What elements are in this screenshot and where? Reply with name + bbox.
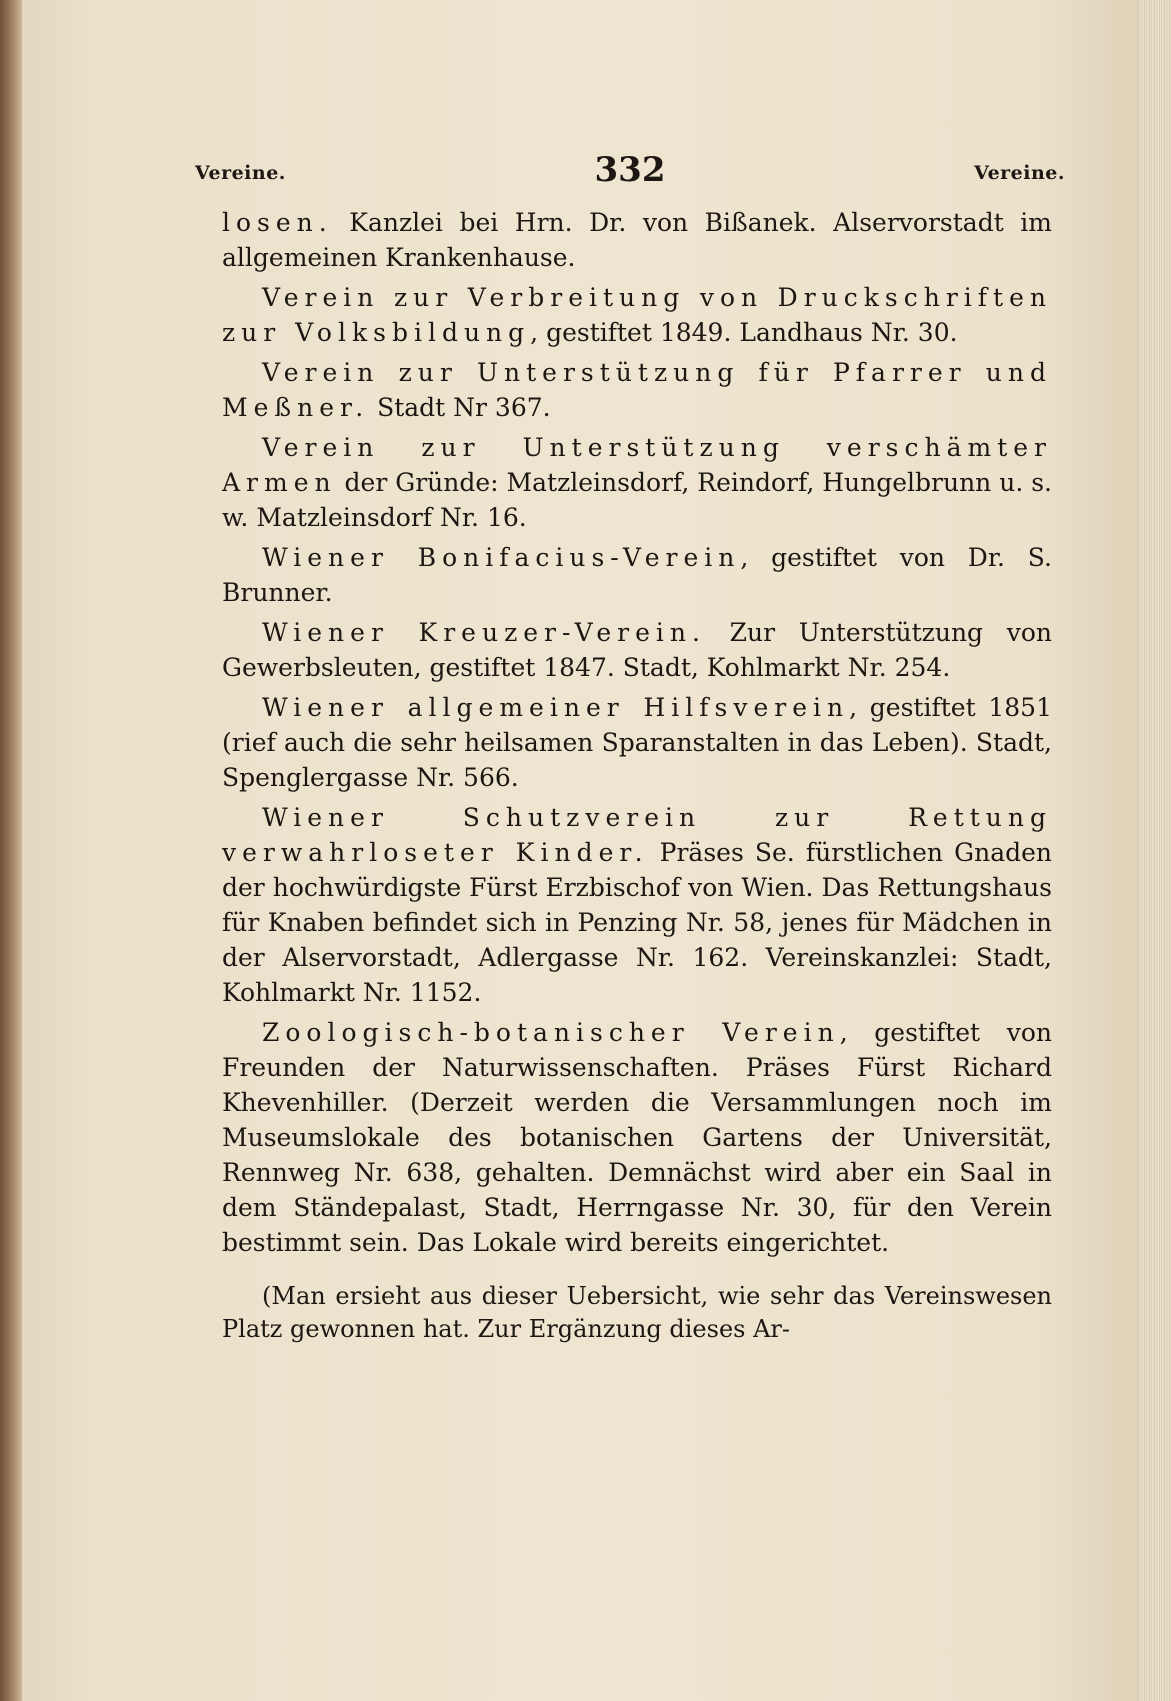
entry-6 [222, 615, 1052, 685]
page-number: 332 [594, 150, 666, 190]
entry-text: , gestiftet von Dr. S. Brunner. [222, 543, 1052, 607]
entry-name: Zoologisch-botanischer Verein [262, 1018, 840, 1047]
page-edges [1140, 0, 1171, 1701]
page-header [195, 150, 1065, 200]
closing-paragraph: (Man ersieht aus dieser Uebersicht, wie sehr das Vereinswesen Platz gewonnen hat. Zur Ergänzung dieses Ar- [222, 1282, 1052, 1343]
running-head-right: Vereine. [974, 162, 1065, 184]
entry-9 [222, 1015, 1052, 1260]
entry-name: Verein zur Verbreitung von Druckschriften zur Volksbildung [222, 283, 1052, 347]
entry-name: Verein zur Unterstützung für Pfarrer und Meßner. [222, 358, 1052, 422]
book-spine [0, 0, 22, 1701]
entry-name: Verein zur Unterstützung verschämter Armen [222, 433, 1052, 497]
entry-7 [222, 690, 1052, 795]
entry-text: , gestiftet 1851 (rief auch die sehr heilsamen Sparanstalten in das Leben). Stadt, Spenglergasse Nr. 566. [222, 693, 1052, 792]
entry-3 [222, 355, 1052, 425]
entry-1 [222, 205, 1052, 275]
entry-5 [222, 540, 1052, 610]
entry-name: Wiener Kreuzer-Verein. [262, 618, 706, 647]
entry-text: , gestiftet von Freunden der Naturwissenschaften. Präses Fürst Richard Khevenhiller. (Derzeit werden die Versammlungen noch im Museumslokale des botanischen Gartens der Universität, Rennweg Nr. 638, gehalten. Demnächst wird aber ein Saal in dem Ständepalast, Stadt, Herrngasse Nr. 30, für den Verein bestimmt sein. Das Lokale wird bereits eingerichtet. [222, 1018, 1052, 1257]
entry-8 [222, 800, 1052, 1010]
page-body [222, 205, 1052, 1370]
entry-name: Wiener allgemeiner Hilfsverein [262, 693, 850, 722]
entry-name: Wiener Bonifacius-Verein [262, 543, 741, 572]
entry-text: Präses Se. fürstlichen Gnaden der hochwürdigste Fürst Erzbischof von Wien. Das Rettungshaus für Knaben befindet sich in Penzing Nr. 58, jenes für Mädchen in der Alservorstadt, Adlergasse Nr. 162. Vereinskanzlei: Stadt, Kohlmarkt Nr. 1152. [222, 838, 1053, 1007]
entry-text: Zur Unterstützung von Gewerbsleuten, gestiftet 1847. Stadt, Kohlmarkt Nr. 254. [222, 618, 1052, 682]
entry-name: Wiener Schutzverein zur Rettung verwahrloseter Kinder. [222, 803, 1052, 867]
entry-4 [222, 430, 1052, 535]
running-head-left: Vereine. [195, 162, 286, 184]
entry-text: , gestiftet 1849. Landhaus Nr. 30. [530, 318, 958, 347]
entry-text: Stadt Nr 367. [369, 393, 551, 422]
entry-text: der Gründe: Matzleinsdorf, Reindorf, Hungelbrunn u. s. w. Matzleinsdorf Nr. 16. [222, 468, 1052, 532]
entry-2 [222, 280, 1052, 350]
entry-name: losen. [222, 208, 333, 237]
entry-text: Kanzlei bei Hrn. Dr. von Bißanek. Alservorstadt im allgemeinen Krankenhause. [222, 208, 1052, 272]
